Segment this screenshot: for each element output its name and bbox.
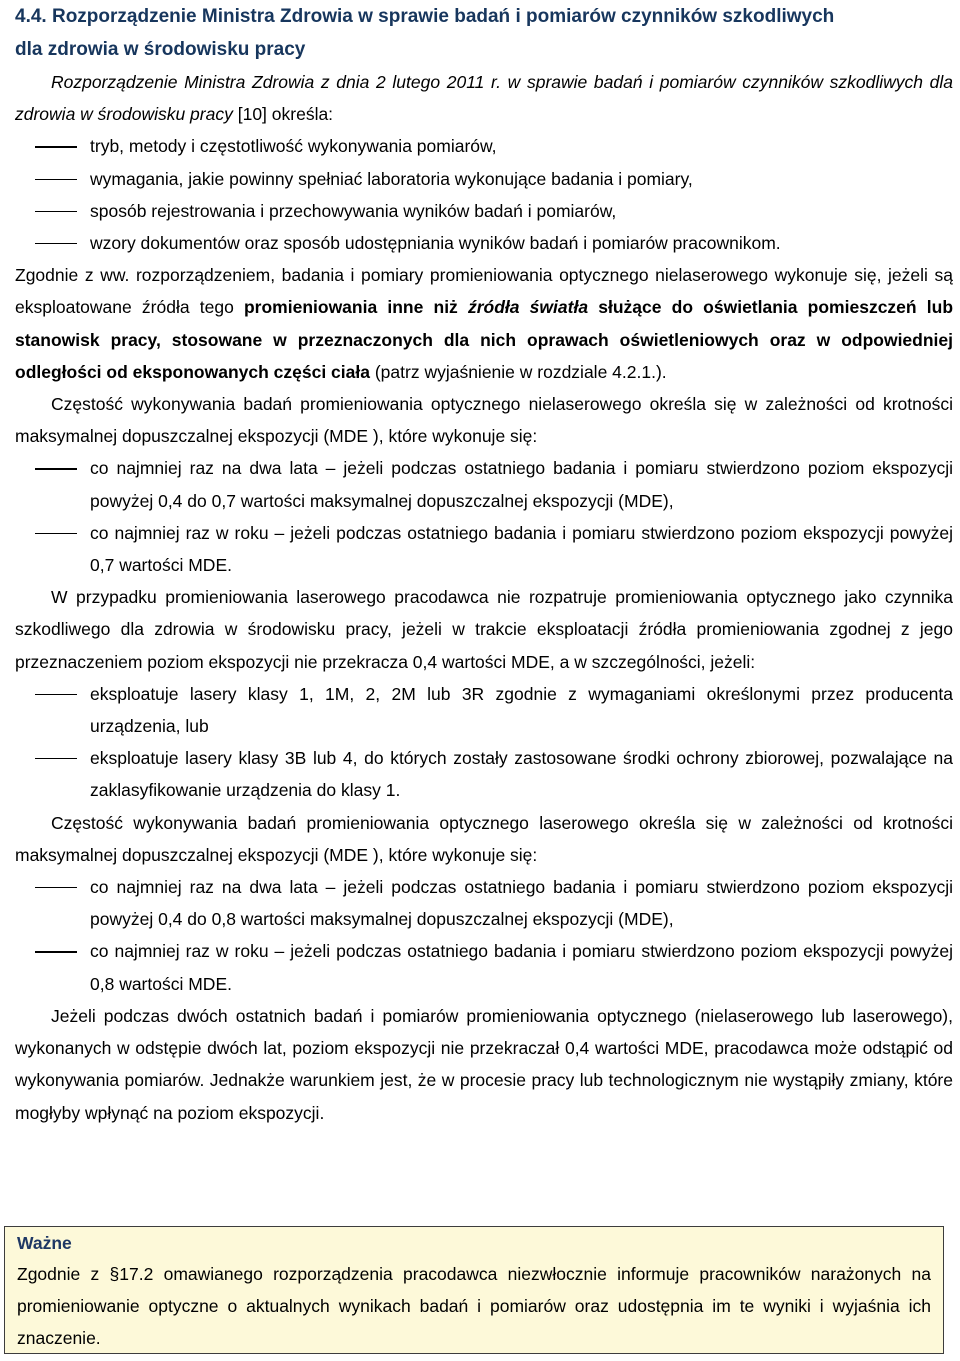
scope-list [15, 130, 953, 259]
list-item: co najmniej raz w roku – jeżeli podczas ostatniego badania i pomiaru stwierdzono poziom ekspozycji powyżej 0,7 wartości MDE. [90, 522, 953, 576]
laser-list [15, 678, 953, 807]
important-note-box [4, 1226, 944, 1354]
list-item: eksploatuje lasery klasy 1, 1M, 2, 2M lub 3R zgodnie z wymaganiami określonymi przez producenta urządzenia, lub [90, 683, 953, 737]
intro-paragraph [15, 66, 953, 130]
list-item: co najmniej raz na dwa lata – jeżeli podczas ostatniego badania i pomiaru stwierdzono poziom ekspozycji powyżej 0,4 do 0,8 wartości maksymalnej dopuszczalnej ekspozycji (MDE), [90, 877, 953, 930]
document-page [15, 0, 953, 1129]
section-heading [15, 0, 953, 66]
frequency-laser-paragraph: Częstość wykonywania badań promieniowania optycznego laserowego określa się w zależności od krotności maksymalnej dopuszczalnej ekspozycji (MDE ), które wykonuje się: [15, 812, 953, 865]
frequency-laser-list [15, 871, 953, 1000]
frequency-nonlaser-list [15, 452, 953, 581]
list-item: eksploatuje lasery klasy 3B lub 4, do których zostały zastosowane środki ochrony zbiorowej, pozwalające na zaklasyfikowanie urządzenia do klasy 1. [90, 748, 953, 801]
note-title: Ważne [17, 1233, 72, 1253]
list-item: tryb, metody i częstotliwość wykonywania pomiarów, [90, 136, 497, 157]
list-item: wymagania, jakie powinny spełniać laboratoria wykonujące badania i pomiary, [90, 168, 693, 189]
intro-rest: [10] określa: [232, 104, 334, 125]
list-item: co najmniej raz na dwa lata – jeżeli podczas ostatniego badania i pomiaru stwierdzono poziom ekspozycji powyżej 0,4 do 0,7 wartości maksymalnej dopuszczalnej ekspozycji (MDE), [90, 458, 953, 511]
laser-paragraph: W przypadku promieniowania laserowego pracodawca nie rozpatruje promieniowania optycznego jako czynnika szkodliwego dla zdrowia w środowisku pracy, jeżeli w trakcie eksploatacji źródła promieniowania zgodnej z jego przeznaczeniem poziom ekspozycji nie przekracza 0,4 wartości MDE, a w szczególności, jeżeli: [15, 587, 953, 672]
frequency-nonlaser-paragraph: Częstość wykonywania badań promieniowania optycznego nielaserowego określa się w zależności od krotności maksymalnej dopuszczalnej ekspozycji (MDE ), które wykonuje się: [15, 394, 953, 447]
optical-nonlaser-paragraph: Zgodnie z ww. rozporządzeniem, badania i pomiary promieniowania optycznego nielaserowego wykonuje się, jeżeli są eksploatowane źródła tego promieniowania inne niż źródła światła służące do oświetlania pomieszczeń lub stanowisk pracy, stosowane w przeznaczonych dla nich oprawach oświetleniowych oraz w odpowiedniej odległości od eksponowanych części ciała (patrz wyjaśnienie w rozdziale 4.2.1.). [15, 265, 954, 382]
list-item: sposób rejestrowania i przechowywania wyników badań i pomiarów, [90, 200, 617, 221]
regulation-title: Rozporządzenie Ministra Zdrowia z dnia 2 lutego 2011 r. w sprawie badań i pomiarów czynników szkodliwych dla zdrowia w środowisku pracy [15, 72, 953, 125]
list-item: wzory dokumentów oraz sposób udostępniania wyników badań i pomiarów pracownikom. [90, 233, 781, 254]
exemption-paragraph: Jeżeli podczas dwóch ostatnich badań i pomiarów promieniowania optycznego (nielaserowego lub laserowego), wykonanych w odstępie dwóch lat, poziom ekspozycji nie przekraczał 0,4 wartości MDE, pracodawca może odstąpić od wykonywania pomiarów. Jednakże warunkiem jest, że w procesie pracy lub technologicznym nie wystąpiły zmiany, które mogłyby wpłynąć na poziom ekspozycji. [15, 1005, 953, 1123]
heading-line-2: dla zdrowia w środowisku pracy [15, 39, 306, 60]
note-text: Zgodnie z §17.2 omawianego rozporządzenia pracodawca niezwłocznie informuje pracowników narażonych na promieniowanie optyczne o aktualnych wynikach badań i pomiarów oraz udostępnia im te wyniki i wyjaśnia ich znaczenie. [17, 1264, 931, 1348]
list-item: co najmniej raz w roku – jeżeli podczas ostatniego badania i pomiaru stwierdzono poziom ekspozycji powyżej 0,8 wartości MDE. [90, 941, 953, 994]
heading-line-1: 4.4. Rozporządzenie Ministra Zdrowia w sprawie badań i pomiarów czynników szkodliwych [15, 6, 835, 27]
